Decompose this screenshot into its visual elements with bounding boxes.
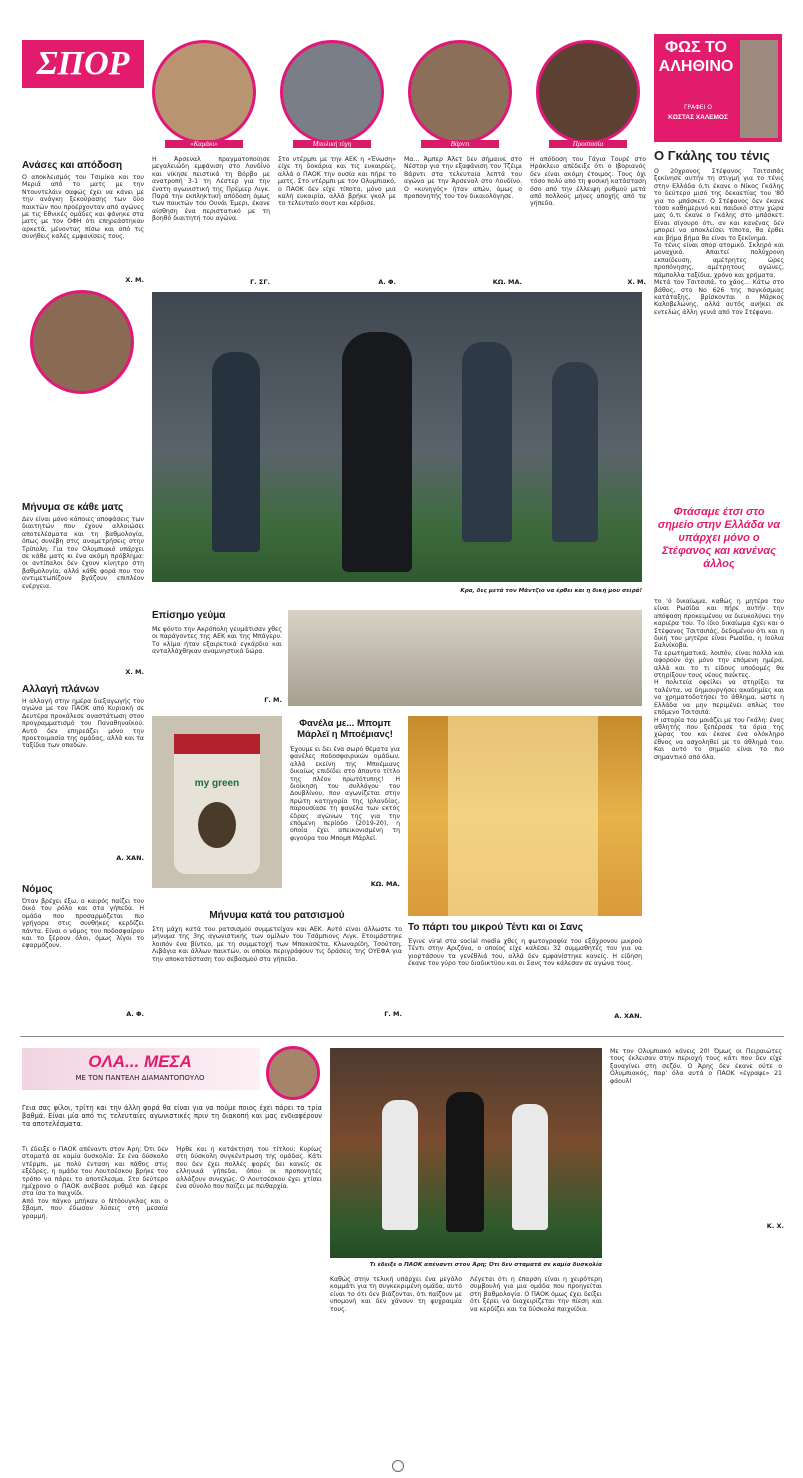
teddy-photo	[408, 716, 642, 916]
left-title-3: Αλλαγή πλάνων	[22, 684, 100, 695]
bottom-col-2: Ήρθε και η κατάκτηση του τίτλου; Κυρίως στη δύσκολη συγκέντρωση της ομάδας. Κάτι που δεν έχει πολλές φορές δει κανείς σε ελληνικά γήπεδα, όπου οι προπονητές αλλάζουν συνεχώς. Ο Λουτσέσκου έχει χτίσει ένα σύνολο που παίζει με πειθαρχία.	[176, 1146, 322, 1191]
column-title: Ο Γκάλης του τένις	[654, 148, 770, 163]
table-line	[448, 716, 598, 916]
paok-player-3	[512, 1104, 548, 1230]
portrait-label-1: «Καμάκι»	[165, 140, 243, 148]
racism-title: Μήνυμα κατά του ρατσισμού	[209, 910, 345, 921]
top-story-3: Μα... Άμπερ Άλετ δεν σήμαινε στο Νέστορ για την εξαφάνιση του Τζέιμι Βάρντι στα τελευταία λεπτά του αγώνα με την Άρσεναλ στο Λονδίνο. Ο «κυνηγός» ήταν απών, όμως ο προπονητής του τον δικαιολόγησε.	[404, 156, 522, 201]
shirt-sponsor: my green	[194, 778, 240, 789]
hero-caption: Κρα, δες μετά τον Μάντζιο να έρθει και η δική μου σειρά!	[460, 588, 642, 594]
left-title-1: Ανάσες και απόδοση	[22, 160, 123, 171]
column-body-2: το 'ό δικαίωμα, καθώς η μητέρα του είναι Ρωσίδα και πήρε αυτήν την απόφαση προκειμένου να διευκολύνει την καριέρα του. Το ίδιο δικαίωμα έχει και ο Στέφανος Τσιτσιπάς, δεδομένου ότι και η δική του μητέρα είναι Ρωσίδα, η Ιούλια Σαλνίκοβα. Τα ερωτηματικά, λοιπόν, είναι πολλά και αφορούν όχι μόνο την επόμενη ημέρα, αλλά και το τι είδους υποδομές θα στηρίξουν τους νέους παίκτες. Η πολιτεία οφείλει να στηρίξει τα ταλέντα, να δημιουργήσει ακαδημίες και να χρηματοδοτήσει το άθλημα, ώστε η Ελλάδα να μην περιμένει απλώς τον επόμενο Τσιτσιπά. Η ιστορία του μοιάζει με του Γκάλη: ένας αθλητής που ξεπέρασε τα όρια της χώρας του και έκανε ένα ολόκληρο έθνος να ασχοληθεί με το άθλημά του. Και αυτό το σημείο είναι το πιο σημαντικό από όλα.	[654, 598, 784, 761]
bottom-col-1: Τι έδειξε ο ΠΑΟΚ απέναντι στον Άρη; Ότι δεν σταματά σε καμία δυσκολία. Σε ένα δύσκολο ντέρμπι, με πολύ ένταση και πάθος στις εξέδρες, η ομάδα του Λουτσέσκου βρήκε τον τρόπο να πάρει το αποτέλεσμα. Στο δεύτερο ημίχρονο ο ΠΑΟΚ ανέβασε ρυθμό και έφερε στα ίσα το παιχνίδι. Από τον πάγκο μπήκαν ο Ντόουγκλας και ο Σβαμπ, που έδωσαν λύσεις στη μεσαία γραμμή.	[22, 1146, 168, 1220]
bottom-byline: ΜΕ ΤΟΝ ΠΑΝΤΕΛΗ ΔΙΑΜΑΝΤΟΠΟΥΛΟ	[75, 1074, 205, 1082]
left-body-3: Η αλλαγή στην ημέρα διεξαγωγής του αγώνα με τον ΠΑΟΚ από Κυριακή σε Δευτέρα προκάλεσε αναστάτωση στον προγραμματισμό του Παναθηναϊκού. Αυτό δεν επηρεάζει μόνο την προετοιμασία της ομάδας, αλλά και τα ταξίδια των οπαδών.	[22, 698, 144, 750]
byline-name: ΚΩΣΤΑΣ ΧΑΛΕΜΟΣ	[668, 114, 728, 121]
teddy-title: Το πάρτι του μικρού Τέντι και οι Σανς	[408, 922, 583, 933]
left-sig-1: Χ. Μ.	[125, 276, 144, 284]
top-story-1: Η Άρσεναλ πραγματοποίησε μεγαλειώδη εμφάνιση στο Λονδίνο και νίκησε πειστικά τη Βόρβο με ανατροπή 3-1 τη Λέστερ για την ένατη αγωνιστική της Πρέμιερ Λιγκ. Παρά την εκπληκτική απόδοση όμως των παικτών του Ουνάι Έμερι, έκανε αίσθηση ένα περιστατικό με τη βοηθό διαιτητή του αγώνα.	[152, 156, 270, 223]
portrait-label-2: Μπολική τύχη	[293, 140, 371, 148]
teddy-body: Έγινε viral στα social media χθες η φωτογραφία του εξάχρονου μικρού Τέντι στην Αριζόνα, ο οποίος είχε καλέσει 32 συμμαθητές του για να γιορτάσουν τα γενέθλιά του, αλλά δεν εμφανίστηκε κανείς. Η είδηση έκανε τον γύρο του διαδικτύου και οι Σανς τον κάλεσαν σε αγώνα τους.	[408, 938, 642, 968]
left-title-2: Μήνυμα σε κάθε ματς	[22, 502, 124, 513]
shirt-photo	[152, 716, 282, 888]
bottom-photo	[330, 1048, 602, 1258]
portrait-1	[152, 40, 256, 144]
portrait-3	[408, 40, 512, 144]
left-sig-3: Α. ΧΑΝ.	[116, 854, 144, 862]
section-title: ΣΠΟΡ	[36, 45, 130, 82]
top-story-sig-4: Χ. Μ.	[627, 278, 646, 286]
top-story-4: Η απόδοση του Γάγια Τουρέ στο Ηράκλειο απέδειξε ότι ο Ιβοριανός δεν είναι ακόμη έτοιμος. Τους όχι τόσο πολύ από τη φυσική κατάσταση όσο από την έλλειψη ρυθμού μετά από πολλούς μήνες αποχής από τα γήπεδα.	[530, 156, 646, 208]
top-story-2: Στο ντέρμπι με την ΑΕΚ η «Ένωση» είχε τη δοκάρια και τις ευκαιρίες, αλλά ο ΠΑΟΚ την ουσία και πήρε το ματς. Στο ντέρμπι με τον Ολυμπιακό, ο ΠΑΟΚ δεν είχε τίποτα, μόνο μια καλή ευκαιρία, αλλά βρήκε γκολ με το τελευταίο σουτ και κέρδισε.	[278, 156, 396, 208]
player-figure-right2	[552, 362, 598, 542]
column-body-1: Ο 20χρονος Στέφανος Τσιτσιπάς ξεκίνησε αυτήν τη στιγμή για το τένις στην Ελλάδα ό,τι έκανε ο Νίκος Γκάλης το δεύτερο μισό της δεκαετίας του '80 για το μπάσκετ. Ο Στέφανος δεν έκανε τόσο καθημερινό και παιδικό στην χώρα μας ό,τι έκανε ο Γκάλης στο μπάσκετ. Είναι σίγουρο ότι, αν και κανένας δεν μπορεί να αποκλείσει τίποτα, θα έρθει και βήμα βήμα θα είναι το ξεκίνημα. Το τένις είναι σπορ ατομικό. Σκληρό και μοναχικό. Απαιτεί πολύχρονη εκπαίδευση, αμέτρητες ώρες προπόνησης, αμέτρητους αγώνες, πάμπολλα ταξίδια, χρόνο και χρήματα. Μετά τον Τσιτσιπά, το χάος... Κάτω στο βάθος, στο Νο 626 της παγκόσμιας κατάταξης, βρίσκονται ο Μάρκος Καλοβελώνης, αλλά αυτός ανήκει σε εντελώς άλλη γενιά από τον Στέφανο.	[654, 168, 784, 316]
official-sig: Γ. Μ.	[264, 696, 282, 704]
marley-title: Φανέλα με... Μπομπ Μάρλεϊ η Μποέμιανς!	[297, 718, 393, 740]
top-story-sig-2: Α. Φ.	[378, 278, 396, 286]
official-body: Με φόντο την Ακρόπολη γευμάτισαν χθες οι παράγοντες της ΑΕΚ και της Μπάγερν. Το κλίμα ήταν εξαιρετικά εγκάρδιο και ανταλλάχθηκαν αναμνηστικά δώρα.	[152, 626, 282, 656]
column-signature: Κ. Χ.	[766, 1222, 784, 1230]
player-figure-right	[462, 342, 512, 542]
teddy-sig: Α. ΧΑΝ.	[614, 1012, 642, 1020]
shirt-stripe	[174, 734, 260, 754]
bottom-intro: Γεια σας φίλοι, τρίτη και την άλλη φορά θα είναι για να πούμε ποιος έχει πάρει τα τρία βαθμά. Είναι μία από τις τελευταίες αγωνιστικές πριν τη διακοπή και μας ενδιαφέρουν τα αποτελέσματα.	[22, 1104, 322, 1128]
left-title-4: Νόμος	[22, 884, 53, 895]
bottom-brand: ΟΛΑ... ΜΕΣΑ	[88, 1052, 192, 1071]
top-story-sig-3: ΚΩ. ΜΑ.	[492, 278, 522, 286]
byline-label: ΓΡΑΦΕΙ Ο	[684, 104, 712, 111]
column-head: ΦΩΣ ΤΟ ΑΛΗΘΙΝΟ	[658, 39, 734, 75]
racism-sig: Γ. Μ.	[384, 1010, 402, 1018]
portrait-label-3: Βάρντι	[421, 140, 499, 148]
marley-face	[198, 802, 236, 848]
bottom-rule	[20, 1036, 784, 1037]
bottom-col-4: Λέγεται ότι η έπαρση είναι η χειρότερη συμβουλή για μια ομάδα που προηγείται στη βαθμολογία. Ο ΠΑΟΚ όμως έχει δείξει ότι ξέρει να διαχειρίζεται την πίεση και να κερδίζει και τα δύσκολα παιχνίδια.	[470, 1276, 602, 1313]
left-body-1: Ο αποκλεισμός του Τσιμίκα και του Μεριά από το ματς με την Ντουντελάιν σαφώς έχει να κάνει με την ανάγκη ξεκούρασης των δύο παικτών που προέρχονταν από αγώνες με τις Εθνικές ομάδες και φάνηκε στα ματς με τον ΟΦΗ ότι επηρεάστηκαν αρκετά, μένοντας πίσω και από τις συνήθεις καλές εμφανίσεις τους.	[22, 174, 144, 241]
official-photo	[288, 610, 642, 706]
portrait-4	[536, 40, 640, 144]
section-logo	[22, 40, 144, 88]
bottom-col-3: Καθώς στην τελική υπάρχει ένα μεγάλο κομμάτι για τη συγκεκριμένη ομάδα, αυτό είναι το ότι δεν βιάζονται, ότι παίζουν με υπομονή και δεν χάνουν τη ψυχραιμία τους.	[330, 1276, 462, 1313]
paok-player-1	[382, 1100, 418, 1230]
bottom-col-5: Με τον Ολυμπιακό κάνεις 20! Όμως οι Πειραιώτες τους έκλεισαν στην περιοχή τους κάτι που δεν είχε ξαναγίνει στη σεζόν. Ο Άρης δεν έκανε ούτε ο Ολυμπιακός, παρ' όλα αυτά ο ΠΑΟΚ «έγραψε» 21 φάουλ!	[610, 1048, 782, 1085]
coach-figure	[342, 332, 412, 572]
player-portrait	[30, 290, 134, 394]
marley-body: Έχουμε ει δει ένα σωρό θέματα για φανέλες ποδοσφαιρικών ομάδων, αλλά εκείνη της Μποέμιανς δικαίως επιδίδει στο άπαντο τίτλο της πλέον πρωτότυπης! Η διοίκηση του συλλόγου του Δουβλίνου, που αγωνίζεται στην πρώτη κατηγορία της Ιρλανδίας, παρουσίασε τη φανέλα των εκτός έδρας αγώνων της για την επόμενη περίοδο (2019-20), η οποία έχει απεικονισμένη τη φιγούρα του Μπομπ Μάρλεϊ.	[290, 746, 400, 842]
columnist-photo	[740, 40, 778, 138]
left-body-4: Όταν βρέχει έξω, ο καιρός παίζει τον δικό του ρόλο και στα γήπεδα. Η ομάδα που προσαρμόζεται πιο γρήγορα στις συνθήκες κερδίζει πάντα. Είναι ο νόμος του ποδοσφαίρου και το ξέρουν όλοι, όμως λίγοι το εφαρμόζουν.	[22, 898, 144, 950]
hero-photo	[152, 292, 642, 582]
marley-sig: ΚΩ. ΜΑ.	[370, 880, 400, 888]
left-sig-4: Α. Φ.	[126, 1010, 144, 1018]
player-figure-left	[212, 352, 260, 552]
portrait-2	[280, 40, 384, 144]
pull-quote: Φτάσαμε έτσι στο σημείο στην Ελλάδα να υπάρχει μόνο ο Στέφανος και κανένας άλλος	[657, 506, 781, 570]
official-title: Επίσημο γεύμα	[152, 610, 226, 621]
left-sig-2: Χ. Μ.	[125, 668, 144, 676]
paok-player-2	[446, 1092, 484, 1232]
portrait-label-4: Προστασία	[549, 140, 627, 148]
bottom-photo-caption: Τι έδειξε ο ΠΑΟΚ απέναντι στον Άρη; Ότι δεν σταματά σε καμία δυσκολία	[369, 1262, 602, 1268]
bottom-author-photo	[266, 1046, 320, 1100]
crop-mark	[392, 1460, 404, 1472]
top-story-sig-1: Γ. ΣΓ.	[250, 278, 270, 286]
racism-body: Στη μάχη κατά του ρατσισμού συμμετείχαν και ΑΕΚ. Αυτό είναι άλλωστε το μήνυμα της 3ης αγωνιστικής των ομίλων του Τσάμπιονς Λιγκ. Ετοιμάστηκε λοιπόν ένα βίντεο, με τη συμμετοχή των Μπακασέτα, Κλωναρίδη, Τσούτση, Λιβάγια και άλλων παικτών, οι οποίοι περιγράφουν τις δράσεις της ΟΥΕΦΑ για την αποκατάσταση του σεβασμού στα γήπεδα.	[152, 926, 402, 963]
left-body-2: Δεν είναι μόνο κάποιες αποφάσεις των διαιτητών που έχουν αλλοιώσει αποτελέσματα και τη βαθμολογία, όπως συνέβη στις αναμετρήσεις στην Τρίπολη. Για τον Ολυμπιακό υπάρχει σε κάθε ματς κι ένα ακόμη πρόβλημα: οι αντίπαλοι δεν έχουν κίνητρο στη βαθμολογία, αλλά κάθε φορά που τον αντιμετωπίζουν βγάζουν επιπλέον ενέργεια.	[22, 516, 144, 590]
